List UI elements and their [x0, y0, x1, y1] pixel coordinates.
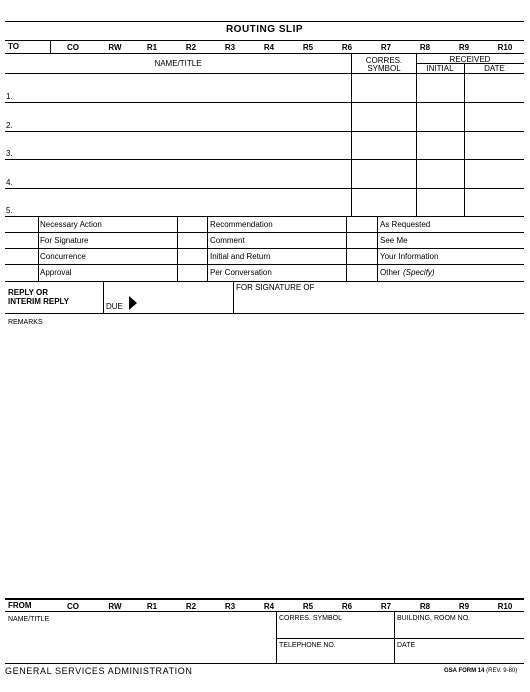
to-code-r3[interactable]: R3	[224, 43, 236, 52]
concurrence-label	[40, 252, 86, 261]
reply-label-line2: INTERIM REPLY	[8, 297, 70, 306]
from-name-title-label: NAME/TITLE	[8, 616, 50, 623]
initial-and-return-label-text: Initial and Return	[210, 252, 271, 261]
remarks-label: REMARKS	[8, 319, 43, 326]
from-corres-symbol-label: CORRES. SYMBOL	[279, 615, 343, 622]
see-me-label	[380, 236, 408, 245]
initial-header: INITIAL	[426, 64, 454, 73]
action-row-1-rule	[5, 232, 524, 233]
due-date-field[interactable]	[140, 300, 230, 312]
agency-name: GENERAL SERVICES ADMINISTRATION	[5, 666, 193, 676]
recommendation-checkbox[interactable]	[178, 217, 206, 231]
form-number	[444, 667, 517, 675]
routing-row-4-initial-field[interactable]	[418, 161, 462, 186]
routing-row-2-number: 2.	[6, 121, 13, 130]
other-specify-text: (Specify)	[403, 268, 435, 277]
initial-and-return-checkbox[interactable]	[178, 249, 206, 263]
routing-row-1-rule	[5, 102, 524, 103]
routing-row-1-number: 1.	[6, 92, 13, 101]
from-code-r10[interactable]: R10	[497, 602, 513, 611]
see-me-label-text: See Me	[380, 236, 408, 245]
for-signature-label-text: For Signature	[40, 236, 89, 245]
routing-row-4-corres-field[interactable]	[353, 161, 414, 186]
action-row-3-rule	[5, 264, 524, 265]
comment-checkbox[interactable]	[178, 233, 206, 247]
comment-label	[210, 236, 245, 245]
routing-row-2-rule	[5, 131, 524, 132]
routing-row-2-corres-field[interactable]	[353, 104, 414, 129]
from-date-label: DATE	[397, 642, 416, 649]
top-rule	[5, 21, 524, 22]
routing-row-5-rule	[5, 216, 524, 217]
your-information-label	[380, 252, 438, 261]
remarks-field[interactable]	[6, 328, 523, 596]
to-code-r1[interactable]: R1	[146, 43, 158, 52]
date-header: DATE	[484, 64, 505, 73]
to-code-r9[interactable]: R9	[458, 43, 470, 52]
from-code-r2[interactable]: R2	[185, 602, 197, 611]
your-information-label-text: Your Information	[380, 252, 439, 261]
routing-row-5-name-field[interactable]	[18, 190, 348, 214]
from-code-co[interactable]: CO	[67, 602, 79, 611]
per-conversation-label-text: Per Conversation	[210, 268, 272, 277]
due-arrow-icon	[129, 296, 137, 310]
to-code-r10[interactable]: R10	[497, 43, 513, 52]
from-top-rule	[5, 598, 524, 600]
routing-row-1-name-field[interactable]	[18, 75, 348, 100]
to-row-rule	[5, 53, 524, 54]
other-label-text: Other	[380, 268, 401, 277]
routing-row-4-number: 4.	[6, 178, 13, 187]
routing-row-4-rule	[5, 188, 524, 189]
routing-row-5-number: 5.	[6, 206, 13, 215]
to-code-r2[interactable]: R2	[185, 43, 197, 52]
concurrence-label-text: Concurrence	[40, 252, 86, 261]
from-code-r7[interactable]: R7	[380, 602, 392, 611]
see-me-checkbox[interactable]	[347, 233, 376, 247]
from-name-title-field[interactable]	[8, 626, 273, 660]
per-conversation-label	[210, 268, 272, 277]
action-bottom-rule	[5, 281, 524, 282]
to-divider	[50, 40, 51, 53]
routing-row-1-initial-field[interactable]	[418, 75, 462, 100]
from-date-field[interactable]	[397, 650, 521, 661]
recommendation-label-text: Recommendation	[210, 220, 273, 229]
for-signature-checkbox[interactable]	[6, 233, 37, 247]
routing-row-5-date-field[interactable]	[466, 190, 522, 214]
from-corres-symbol-field[interactable]	[279, 624, 391, 636]
routing-row-3-initial-field[interactable]	[418, 133, 462, 157]
recommendation-label	[210, 220, 273, 229]
title-bottom-rule	[5, 40, 524, 41]
routing-row-3-corres-field[interactable]	[353, 133, 414, 157]
routing-row-3-name-field[interactable]	[18, 133, 348, 157]
necessary-action-checkbox[interactable]	[6, 217, 37, 231]
telephone-field[interactable]	[279, 650, 391, 661]
corres-symbol-header-line2: SYMBOL	[367, 64, 401, 73]
corres-column-divider	[351, 53, 352, 216]
building-room-label: BUILDING, ROOM NO.	[397, 615, 471, 622]
from-code-r5[interactable]: R5	[302, 602, 314, 611]
from-label: FROM	[8, 601, 32, 610]
routing-row-2-initial-field[interactable]	[418, 104, 462, 129]
due-label: DUE	[106, 302, 123, 311]
as-requested-label-text: As Requested	[380, 220, 431, 229]
to-code-r7[interactable]: R7	[380, 43, 392, 52]
from-divider-1	[276, 611, 277, 663]
to-code-r6[interactable]: R6	[341, 43, 353, 52]
telephone-label: TELEPHONE NO.	[279, 642, 336, 649]
routing-row-4-name-field[interactable]	[18, 161, 348, 186]
concurrence-checkbox[interactable]	[6, 249, 37, 263]
received-header: RECEIVED	[449, 55, 491, 64]
necessary-action-label	[40, 220, 102, 229]
initial-column-divider	[416, 53, 417, 216]
form-number-value: 14	[477, 668, 485, 674]
from-divider-2	[394, 611, 395, 663]
to-code-co[interactable]: CO	[67, 43, 79, 52]
from-code-r1[interactable]: R1	[146, 602, 158, 611]
other-checkbox[interactable]	[347, 265, 376, 279]
routing-row-1-date-field[interactable]	[466, 75, 522, 100]
action-row-2-rule	[5, 248, 524, 249]
approval-checkbox[interactable]	[6, 265, 37, 279]
header-bottom-rule	[5, 73, 524, 74]
name-title-header: NAME/TITLE	[154, 59, 202, 68]
from-code-r4[interactable]: R4	[263, 602, 275, 611]
from-mid-rule	[276, 638, 524, 639]
date-column-divider	[464, 63, 465, 216]
signature-divider	[233, 281, 234, 313]
reply-bottom-rule	[5, 313, 524, 314]
routing-row-3-rule	[5, 159, 524, 160]
from-bottom-rule	[5, 663, 524, 664]
form-title: ROUTING SLIP	[225, 24, 304, 35]
from-code-r6[interactable]: R6	[341, 602, 353, 611]
approval-label-text: Approval	[40, 268, 72, 277]
routing-row-2-date-field[interactable]	[466, 104, 522, 129]
routing-row-2-name-field[interactable]	[18, 104, 348, 129]
per-conversation-checkbox[interactable]	[178, 265, 206, 279]
comment-label-text: Comment	[210, 236, 245, 245]
form-revision: (REV. 9-80)	[486, 668, 518, 674]
other-label	[380, 268, 435, 277]
from-code-r8[interactable]: R8	[419, 602, 431, 611]
to-label: TO	[8, 42, 19, 51]
reply-divider	[103, 281, 104, 313]
to-code-r5[interactable]: R5	[302, 43, 314, 52]
routing-row-1-corres-field[interactable]	[353, 75, 414, 100]
for-signature-of-label: FOR SIGNATURE OF	[236, 283, 315, 292]
to-code-r8[interactable]: R8	[419, 43, 431, 52]
for-signature-label	[40, 236, 88, 245]
for-signature-of-field[interactable]	[236, 293, 522, 312]
as-requested-checkbox[interactable]	[347, 217, 376, 231]
routing-row-5-initial-field[interactable]	[418, 190, 462, 214]
reply-label-line1: REPLY OR	[8, 288, 49, 297]
routing-row-5-corres-field[interactable]	[353, 190, 414, 214]
initial-and-return-label	[210, 252, 270, 261]
routing-row-3-date-field[interactable]	[466, 133, 522, 157]
necessary-action-label-text: Necessary Action	[40, 220, 102, 229]
as-requested-label	[380, 220, 430, 229]
approval-label	[40, 268, 72, 277]
routing-row-3-number: 3.	[6, 149, 13, 158]
to-code-rw[interactable]: RW	[108, 43, 122, 52]
corres-symbol-header-line1: CORRES.	[365, 56, 403, 65]
from-row-rule	[5, 611, 524, 612]
your-information-checkbox[interactable]	[347, 249, 376, 263]
from-code-r9[interactable]: R9	[458, 602, 470, 611]
form-prefix: GSA FORM	[444, 668, 477, 674]
to-code-r4[interactable]: R4	[263, 43, 275, 52]
routing-row-4-date-field[interactable]	[466, 161, 522, 186]
building-room-field[interactable]	[397, 624, 521, 636]
from-code-rw[interactable]: RW	[108, 602, 122, 611]
from-code-r3[interactable]: R3	[224, 602, 236, 611]
